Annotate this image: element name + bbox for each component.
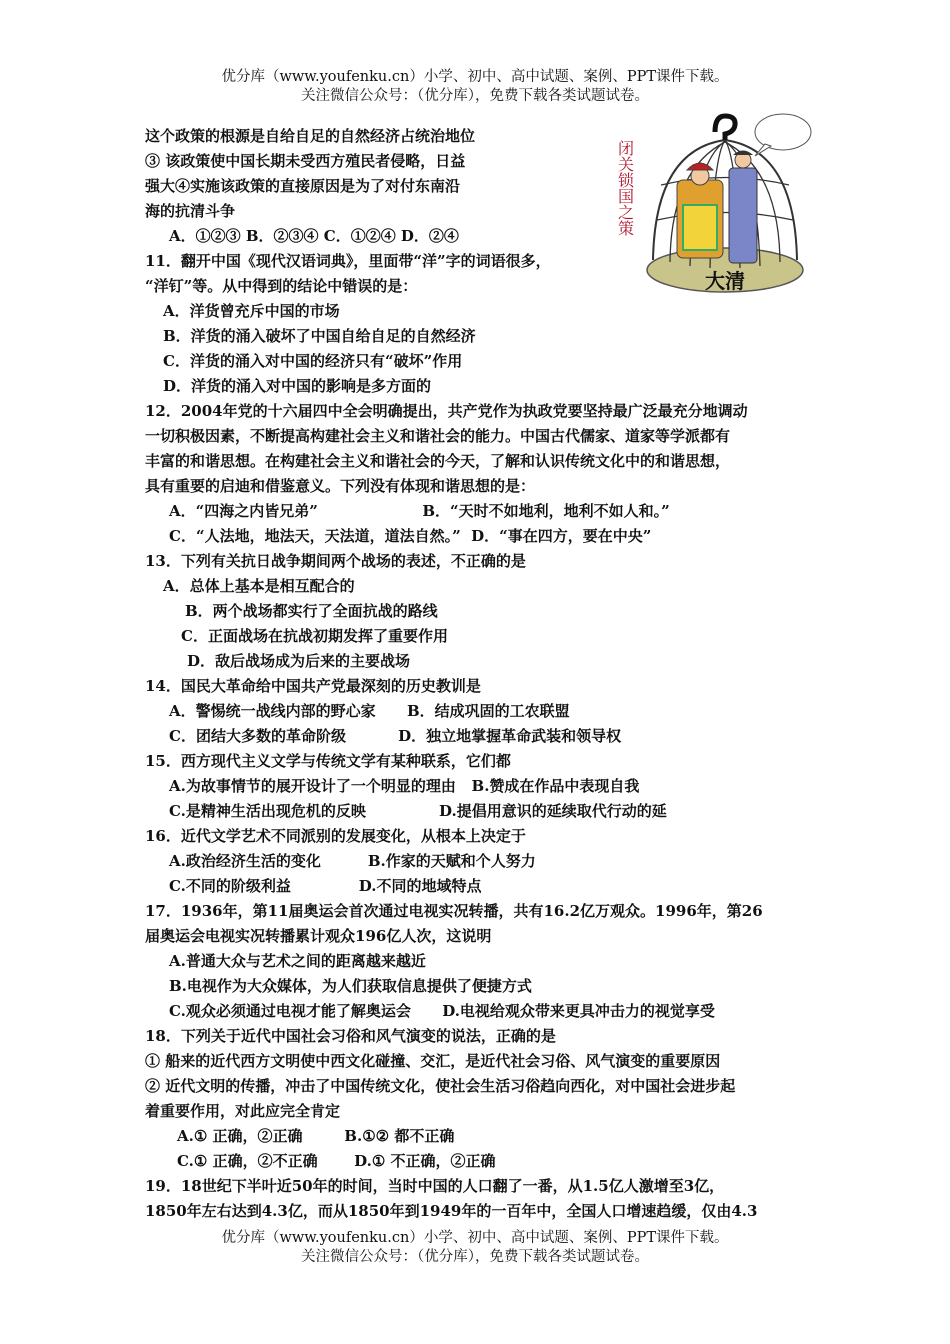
text-line: 一切积极因素，不断提高构建社会主义和谐社会的能力。中国古代儒家、道家等学派都有	[145, 427, 731, 445]
question-16: 16．近代文学艺术不同派别的发展变化，从根本上决定于	[145, 827, 526, 845]
options-ab: A.① 正确，②正确 B.①② 都不正确	[177, 1127, 455, 1145]
options-cd: C.① 正确，②不正确 D.① 不正确，②正确	[177, 1152, 496, 1170]
options-ab: A.为故事情节的展开设计了一个明显的理由 B.赞成在作品中表现自我	[169, 777, 640, 795]
text-line: 这个政策的根源是自给自足的自然经济占统治地位	[145, 127, 476, 145]
option-c: C．洋货的涌入对中国的经济只有“破坏”作用	[163, 352, 463, 370]
text-line: 具有重要的启迪和借鉴意义。下列没有体现和谐思想的是：	[145, 477, 536, 495]
option-b: B．洋货的涌入破坏了中国自给自足的自然经济	[163, 327, 476, 345]
options-ab: A．警惕统一战线内部的野心家 B．结成巩固的工农联盟	[169, 702, 570, 720]
text-line: 着重要作用，对此应完全肯定	[145, 1102, 341, 1120]
text-line: 1850年左右达到4.3亿，而从1850年到1949年的一百年中，全国人口增速趋缓，仅由4.3	[145, 1202, 758, 1220]
options-cd: C.观众必须通过电视才能了解奥运会 D.电视给观众带来更具冲击力的视觉享受	[169, 1002, 715, 1020]
page-header	[0, 68, 950, 106]
option-d: D．敌后战场成为后来的主要战场	[187, 652, 411, 670]
options-cd: C.是精神生活出现危机的反映 D.提倡用意识的延续取代行动的延	[169, 802, 667, 820]
option-a: A.普通大众与艺术之间的距离越来越近	[169, 952, 426, 970]
footer-line-2: 关注微信公众号：（优分库），免费下载各类试题试卷。	[301, 1249, 649, 1265]
header-line-2: 关注微信公众号：（优分库），免费下载各类试题试卷。	[301, 88, 649, 104]
answer-options: A．①②③ B．②③④ C．①②④ D．②④	[169, 227, 459, 245]
statement-1: ① 船来的近代西方文明使中西文化碰撞、交汇，是近代社会习俗、风气演变的重要原因	[145, 1052, 721, 1070]
question-11: 11．翻开中国《现代汉语词典》，里面带“洋”字的词语很多，	[145, 252, 551, 270]
option-b: B.电视作为大众媒体，为人们获取信息提供了便捷方式	[169, 977, 532, 995]
text-line: 强大④实施该政策的直接原因是为了对付东南沿	[145, 177, 461, 195]
cage-plaque-text: 大清	[705, 269, 745, 293]
header-line-1: 优分库（www.youfenku.cn）小学、初中、高中试题、案例、PPT课件下载。	[221, 69, 729, 85]
text-line: 丰富的和谐思想。在构建社会主义和谐社会的今天，了解和认识传统文化中的和谐思想，	[145, 452, 731, 470]
question-17: 17．1936年，第11届奥运会首次通过电视实况转播，共有16.2亿万观众。1996年，第26	[145, 902, 763, 920]
text-line: “洋钉”等。从中得到的结论中错误的是：	[145, 277, 418, 295]
statement-2: ② 近代文明的传播，冲击了中国传统文化，使社会生活习俗趋向西化，对中国社会进步起	[145, 1077, 736, 1095]
options-cd: C.不同的阶级利益 D.不同的地域特点	[169, 877, 482, 895]
option-a: A．洋货曾充斥中国的市场	[163, 302, 340, 320]
options-cd: C．“人法地，地法天，天法道，道法自然。” D．“事在四方，要在中央”	[169, 527, 652, 545]
options-ab: A.政治经济生活的变化 B.作家的天赋和个人努力	[169, 852, 536, 870]
question-14: 14．国民大革命给中国共产党最深刻的历史教训是	[145, 677, 481, 695]
text-line: ③ 该政策使中国长期未受西方殖民者侵略，日益	[145, 152, 466, 170]
question-13: 13．下列有关抗日战争期间两个战场的表述，不正确的是	[145, 552, 526, 570]
footer-line-1: 优分库（www.youfenku.cn）小学、初中、高中试题、案例、PPT课件下载。	[221, 1230, 729, 1246]
option-a: A．总体上基本是相互配合的	[163, 577, 355, 595]
cartoon-side-caption: 闭关锁国之策	[615, 140, 635, 236]
question-15: 15．西方现代主义文学与传统文学有某种联系，它们都	[145, 752, 511, 770]
birdcage-illustration	[615, 110, 815, 300]
option-b: B．两个战场都实行了全面抗战的路线	[185, 602, 438, 620]
text-line: 海的抗清斗争	[145, 202, 236, 220]
question-19: 19．18世纪下半叶近50年的时间，当时中国的人口翻了一番，从1.5亿人激增至3亿，	[145, 1177, 725, 1195]
option-c: C．正面战场在抗战初期发挥了重要作用	[181, 627, 448, 645]
closed-door-policy-cartoon	[615, 110, 815, 300]
options-ab: A．“四海之内皆兄弟” B．“天时不如地利，地利不如人和。”	[169, 502, 670, 520]
question-18: 18．下列关于近代中国社会习俗和风气演变的说法，正确的是	[145, 1027, 556, 1045]
options-cd: C．团结大多数的革命阶级 D．独立地掌握革命武装和领导权	[169, 727, 622, 745]
page-footer	[0, 1229, 950, 1267]
text-line: 届奥运会电视实况转播累计观众196亿人次，这说明	[145, 927, 492, 945]
question-12: 12．2004年党的十六届四中全会明确提出，共产党作为执政党要坚持最广泛最充分地调动	[145, 402, 748, 420]
option-d: D．洋货的涌入对中国的影响是多方面的	[163, 377, 432, 395]
